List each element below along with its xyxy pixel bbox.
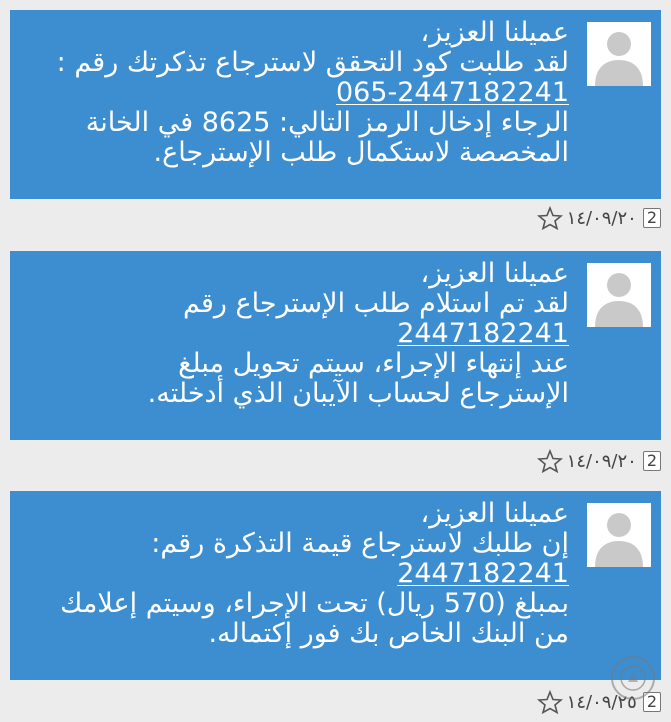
message-date: ١٤/٠٩/٢٠ bbox=[566, 207, 637, 229]
message-text bbox=[24, 259, 569, 409]
ticket-number-link[interactable]: 2447182241 bbox=[397, 318, 569, 349]
message-greeting: عميلنا العزيز، bbox=[420, 258, 569, 289]
star-outline-icon[interactable] bbox=[537, 449, 563, 473]
message-line: الرجاء إدخال الرمز التالي: 8625 في الخانة bbox=[85, 107, 569, 138]
message-meta bbox=[537, 206, 661, 230]
watermark-logo bbox=[611, 656, 655, 700]
sim-badge: 2 bbox=[643, 692, 661, 712]
message-text bbox=[24, 499, 569, 649]
message-line bbox=[24, 319, 569, 349]
message-bubble[interactable] bbox=[10, 10, 661, 199]
message-date: ١٤/٠٩/٢٠ bbox=[566, 450, 637, 472]
person-avatar-icon[interactable] bbox=[587, 263, 651, 327]
message-line: لقد طلبت كود التحقق لاسترجاع تذكرتك رقم : bbox=[56, 47, 569, 78]
message-text bbox=[24, 18, 569, 168]
person-avatar-icon[interactable] bbox=[587, 503, 651, 567]
message-line: عند إنتهاء الإجراء، سيتم تحويل مبلغ bbox=[178, 348, 569, 379]
star-outline-icon[interactable] bbox=[537, 690, 563, 714]
ticket-number-link[interactable]: 065-2447182241 bbox=[335, 77, 569, 108]
person-avatar-icon[interactable] bbox=[587, 22, 651, 86]
sim-badge: 2 bbox=[643, 208, 661, 228]
message-greeting: عميلنا العزيز، bbox=[420, 498, 569, 529]
message-line: الإسترجاع لحساب الآيبان الذي أدخلته. bbox=[147, 378, 569, 409]
message-line bbox=[24, 78, 569, 108]
message-date: ١٤/٠٩/٢٥ bbox=[566, 691, 637, 713]
message-line: المخصصة لاستكمال طلب الإسترجاع. bbox=[153, 137, 569, 168]
message-meta bbox=[537, 449, 661, 473]
message-line: بمبلغ (570 ريال) تحت الإجراء، وسيتم إعلامك bbox=[60, 588, 569, 619]
message-greeting: عميلنا العزيز، bbox=[420, 17, 569, 48]
message-line: إن طلبك لاسترجاع قيمة التذكرة رقم: bbox=[151, 528, 569, 559]
ticket-number-link[interactable]: 2447182241 bbox=[397, 558, 569, 589]
message-bubble[interactable] bbox=[10, 251, 661, 440]
message-line: من البنك الخاص بك فور إكتماله. bbox=[208, 618, 569, 649]
sim-badge: 2 bbox=[643, 451, 661, 471]
message-bubble[interactable] bbox=[10, 491, 661, 680]
message-line: لقد تم استلام طلب الإسترجاع رقم bbox=[182, 288, 569, 319]
message-line bbox=[24, 559, 569, 589]
star-outline-icon[interactable] bbox=[537, 206, 563, 230]
